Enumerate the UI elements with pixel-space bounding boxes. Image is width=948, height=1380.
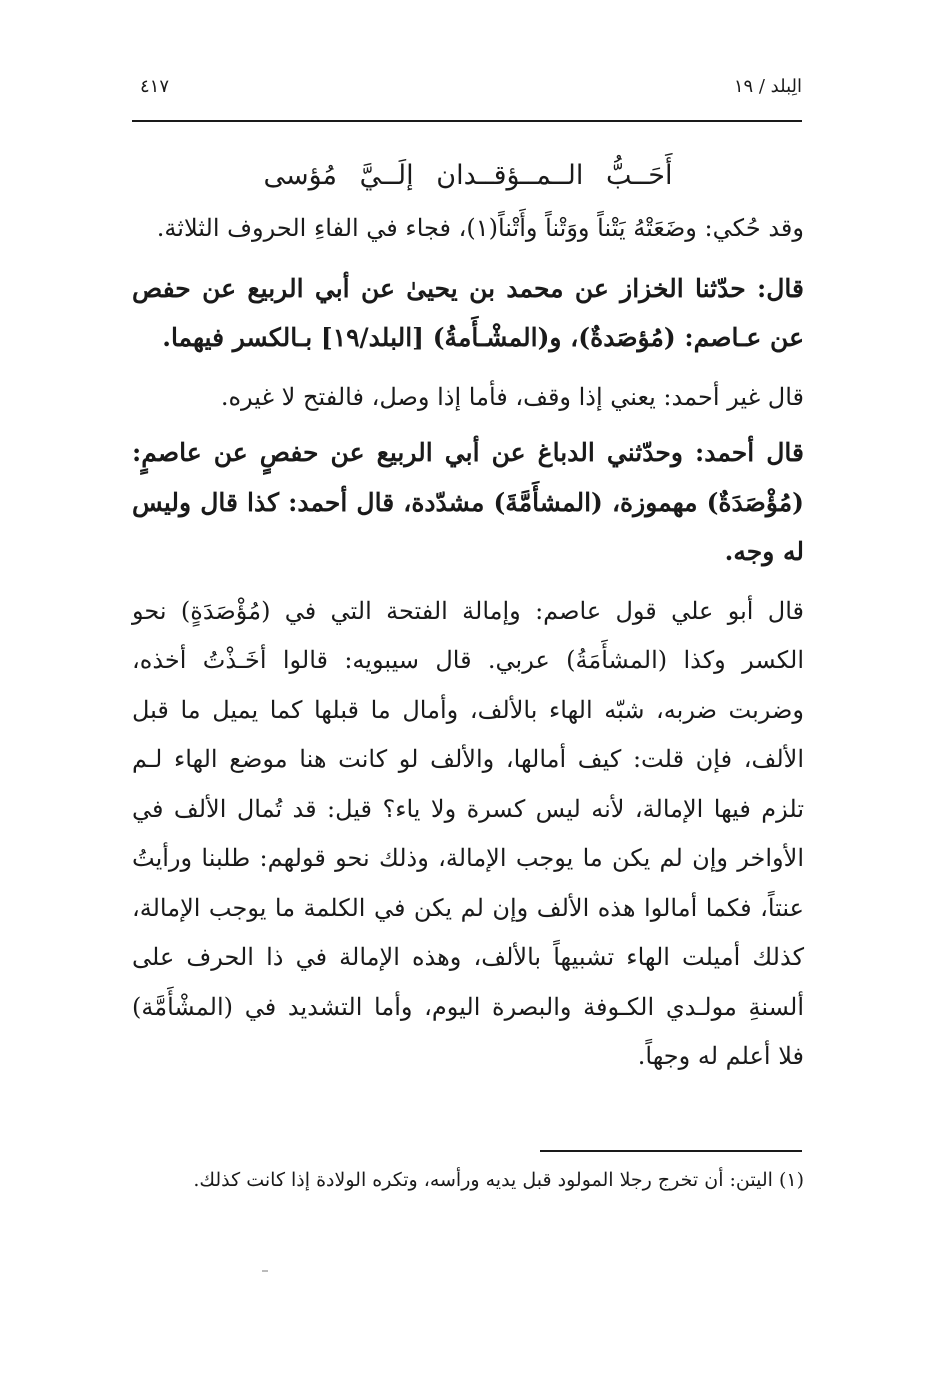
poetry-verse: أَحَــبُّ الــمــؤقــدان إلَــيَّ مُؤسى	[263, 160, 673, 191]
paragraph-1: وقد حُكي: وضَعَتْهُ يَتْناً ووَتْناً وأَتْناً(١)، فجاء في الفاءِ الحروف الثلاثة.	[156, 214, 804, 242]
running-header	[132, 74, 802, 104]
paragraph-5: قال أبو علي قول عاصم: وإمالة الفتحة التي في (مُؤْصَدَةٍ) نحو الكسر وكذا (المشأَمَةُ) عربي. قال سيبويه: قالوا أخَـذْتُ أخذه، وضربت ضربه، شبّه الهاء بالألف، وأمال ما قبلها كما يميل ما قبل الألف، فإن قلت: كيف أمالها، والألف لو كانت هنا موضع الهاء لـم تلزم فيها الإمالة، لأنه ليس كسرة ولا ياء؟ قيل: قد تُمال الألف في الأواخر وإن لم يكن ما يوجب الإمالة، وذلك نحو قولهم: طلبنا ورأيتُ عنتاً، فكما أمالوا هذه الألف وإن لم يكن في الكلمة ما يوجب الإمالة، كذلك أميلت الهاء تشبيهاً بالألف، وهذه الإمالة في ذا الحرف على ألسنةِ مولـدي الكـوفة والبصرة اليوم، وأما التشديد في (المشْأَمَّة) فلا أعلم له وجهاً.	[132, 596, 804, 1070]
footnote-1: (١) اليتن: أن تخرج رجلا المولود قبل يديه ورأسه، وتكره الولادة إذا كانت كذلك.	[193, 1169, 804, 1191]
running-header-section: الِبلد / ١٩	[733, 76, 802, 97]
footnotes	[132, 1162, 804, 1198]
header-rule	[132, 120, 802, 122]
paragraph-2: قال: حدّثنا الخزاز عن محمد بن يحيىٰ عن أبي الربيع عن حفص عن عـاصم: (مُؤصَدةٌ)، و(المشْـأَمةُ) [البلد/١٩] بـالكسر فيهما.	[132, 273, 804, 352]
scan-mark	[262, 1270, 268, 1272]
paragraph-3: قال غير أحمد: يعني إذا وقف، فأما إذا وصل، فالفتح لا غيره.	[220, 382, 804, 411]
main-text	[132, 148, 804, 1082]
page-number: ٤١٧	[140, 76, 170, 97]
paragraph-4: قال أحمد: وحدّثني الدباغ عن أبي الربيع عن حفصٍ عن عاصمٍ: (مُؤْصَدَةٌ) مهموزة، (المشأَمَّةَ) مشدّدة، قال أحمد: كذا قال وليس له وجه.	[132, 438, 804, 566]
footnote-rule	[540, 1150, 802, 1152]
